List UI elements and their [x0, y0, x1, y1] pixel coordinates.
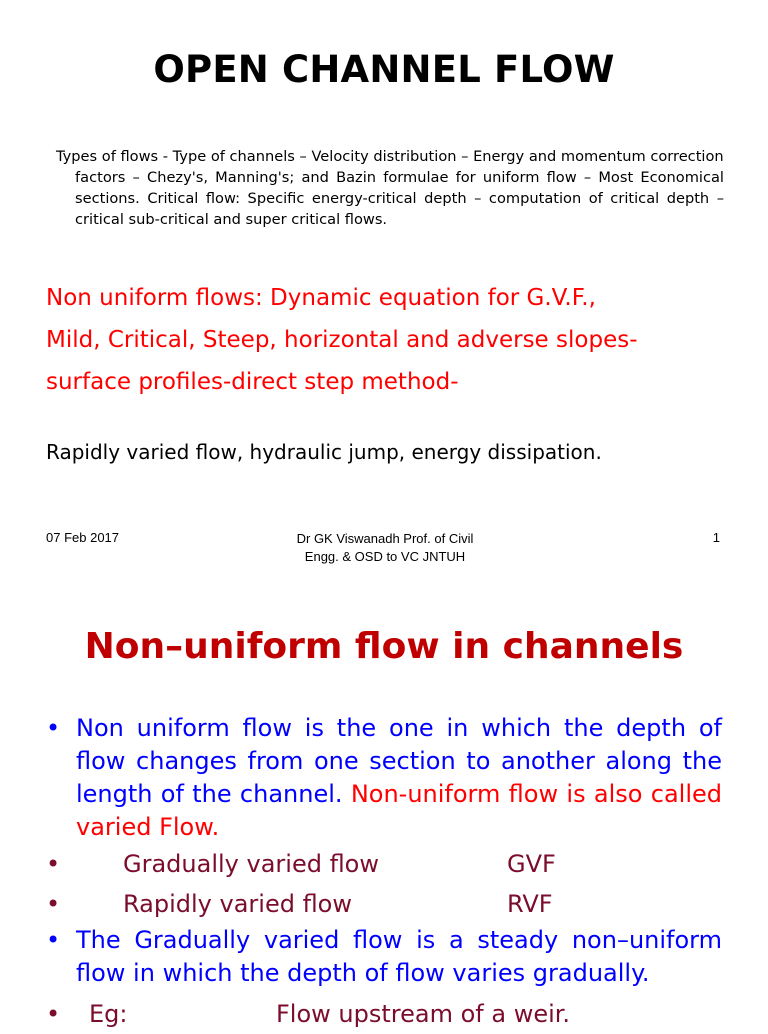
slide-2: [0, 590, 768, 1028]
list-item: [46, 712, 722, 844]
footer-author-line-2: Engg. & OSD to VC JNTUH: [304, 549, 466, 564]
footer-page-number: 1: [712, 530, 720, 545]
footer-author-line-1: Dr GK Viswanadh Prof. of Civil: [296, 531, 474, 546]
rvf-label: Rapidly varied flow: [123, 890, 352, 918]
bullet-marker: •: [46, 926, 61, 954]
bullet-marker: •: [46, 850, 61, 878]
topic-line-1: Non uniform flows: Dynamic equation for G.V.F.,: [46, 285, 596, 311]
example-text: Flow upstream of a weir.: [276, 1000, 571, 1028]
non-uniform-topics: [46, 277, 746, 403]
list-item: [46, 844, 722, 884]
topic-line-2: Mild, Critical, Steep, horizontal and adverse slopes-: [46, 327, 638, 353]
bullet-text-gvf-definition: The Gradually varied flow is a steady non–uniform flow in which the depth of flow varies gradually.: [76, 926, 722, 987]
gvf-abbr: GVF: [507, 850, 556, 878]
bullet-list: [46, 712, 722, 1034]
bullet-marker: •: [46, 714, 61, 742]
topic-line-3: surface profiles-direct step method-: [46, 369, 459, 395]
bullet-marker: •: [46, 1000, 61, 1028]
gvf-label: Gradually varied flow: [123, 850, 379, 878]
bullet-text-varied-flow: Non-uniform flow is also called varied Flow.: [76, 780, 722, 841]
list-item: [46, 884, 722, 924]
syllabus-first-line: Types of flows - Type of channels – Velocity distribution – Energy and momentum correction: [56, 148, 724, 165]
footer-date: 07 Feb 2017: [46, 530, 120, 545]
rapidly-varied-topics: Rapidly varied flow, hydraulic jump, energy dissipation.: [46, 440, 602, 464]
bullet-text-definition: Non uniform flow is the one in which the depth of flow changes from one section to another along the length of the channel.: [76, 714, 722, 808]
slide-title: OPEN CHANNEL FLOW: [153, 48, 615, 91]
slide-title: Non–uniform flow in channels: [84, 626, 684, 667]
list-item: [46, 924, 722, 990]
example-label: Eg:: [89, 1000, 128, 1028]
rvf-abbr: RVF: [507, 890, 553, 918]
syllabus-rest: factors – Chezy's, Manning's; and Bazin formulae for uniform flow – Most Economical sections. Critical flow: Specific energy-critical depth – computation of critical depth – critical sub-critical and super critical flows.: [75, 169, 724, 228]
list-item: [46, 994, 722, 1034]
bullet-marker: •: [46, 890, 61, 918]
syllabus-paragraph: [56, 146, 724, 230]
footer-author: [250, 530, 520, 566]
